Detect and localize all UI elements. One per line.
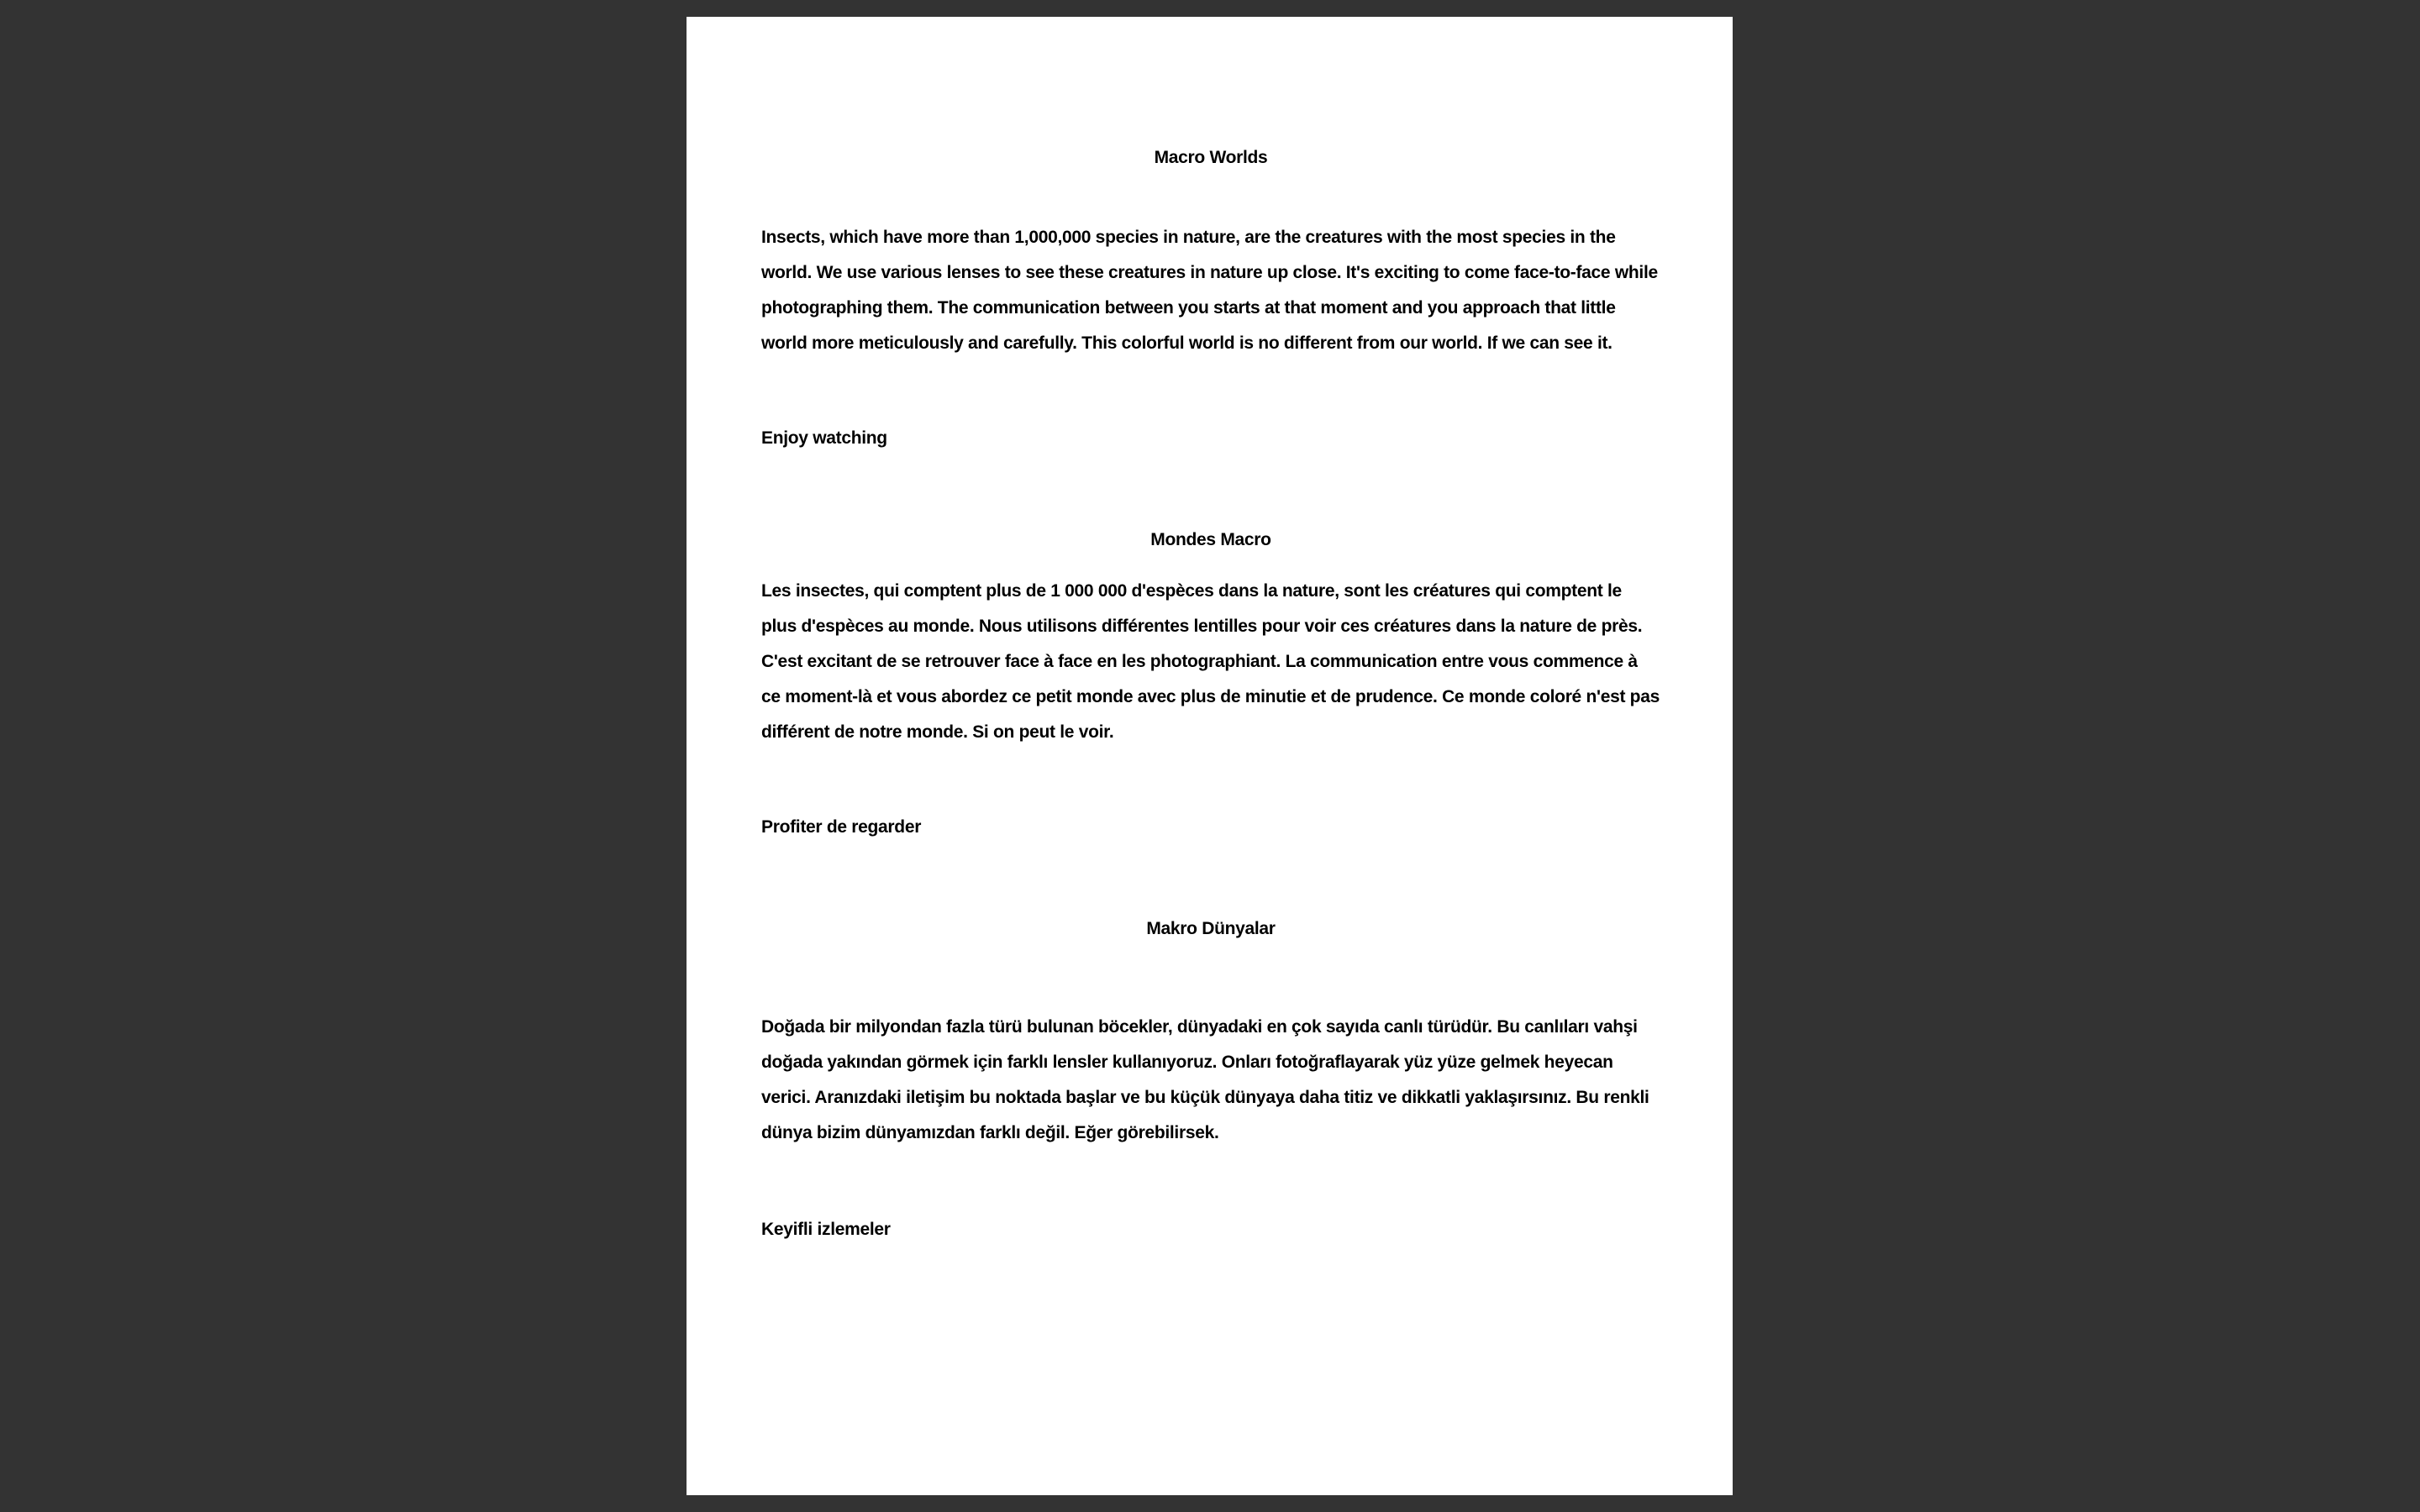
section-title-turkish: Makro Dünyalar: [1146, 919, 1276, 938]
section-title-french: Mondes Macro: [1150, 530, 1271, 549]
section-body-french: Les insectes, qui comptent plus de 1 000 000 d'espèces dans la nature, sont les créatures qui comptent le plus d'espèces au monde. Nous utilisons différentes lentilles pour voir ces créatures dans la nature de près. C'est excitant de se retrouver face à face en les photographiant. La communication entre vous commence à ce moment-là et vous abordez ce petit monde avec plus de minutie et de prudence. Ce monde coloré n'est pas différent de notre monde. Si on peut le voir.: [761, 581, 1660, 742]
section-closing-french: Profiter de regarder: [761, 817, 922, 837]
document-page: [687, 17, 1733, 1495]
section-title-english: Macro Worlds: [1154, 148, 1268, 167]
section-closing-english: Enjoy watching: [761, 428, 887, 448]
section-closing-turkish: Keyifli izlemeler: [761, 1220, 891, 1239]
section-body-english: Insects, which have more than 1,000,000 species in nature, are the creatures with the most species in the world. We use various lenses to see these creatures in nature up close. It's exciting to come face-to-face while photographing them. The communication between you starts at that moment and you approach that little world more meticulously and carefully. This colorful world is no different from our world. If we can see it.: [761, 228, 1658, 353]
section-body-turkish: Doğada bir milyondan fazla türü bulunan böcekler, dünyadaki en çok sayıda canlı türüdür. Bu canlıları vahşi doğada yakından görmek için farklı lensler kullanıyoruz. Onları fotoğraflayarak yüz yüze gelmek heyecan verici. Aranızdaki iletişim bu noktada başlar ve bu küçük dünyaya daha titiz ve dikkatli yaklaşırsınız. Bu renkli dünya bizim dünyamızdan farklı değil. Eğer görebilirsek.: [761, 1017, 1649, 1142]
